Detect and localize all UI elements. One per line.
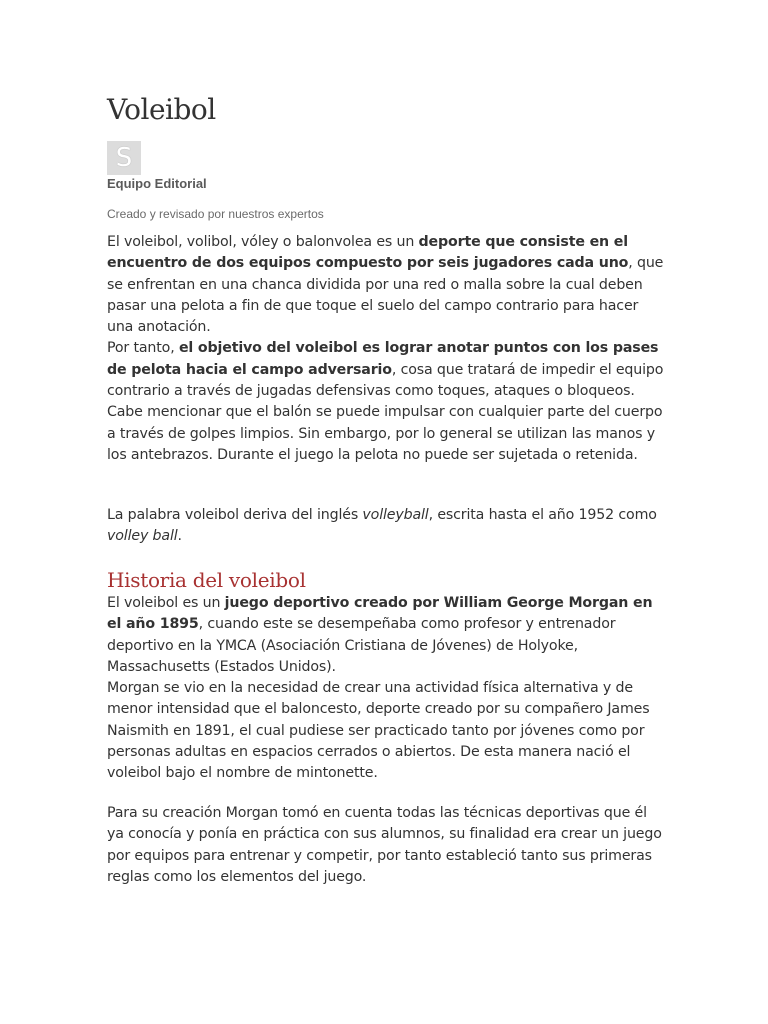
history-p1-text-end: , cuando este se desempeñaba como profesor y entrenador deportivo en la YMCA (Asociación Cristiana de Jóvenes) de Holyoke, Massachusetts (Estados Unidos). bbox=[107, 616, 616, 675]
intro-p1-text-end: , que se enfrentan en una chanca dividida por una red o malla sobre la cual deben pasar una pelota a fin de que toque el suelo del campo contrario para hacer una anotación. bbox=[107, 255, 664, 336]
etymology-term-2: volley ball bbox=[107, 528, 178, 545]
avatar-letter: S bbox=[115, 143, 133, 173]
intro-p2-highlight: el objetivo del voleibol es lograr anotar puntos con los pases de pelota hacia el campo adversario bbox=[107, 340, 659, 378]
history-paragraph-2: Morgan se vio en la necesidad de crear una actividad física alternativa y de menor intensidad que el baloncesto, deporte creado por su compañero James Naismith en 1891, el cual pudiese ser practicado tanto por jóvenes como por personas adultas en espacios cerrados o abiertos. De esta manera nació el voleibol bajo el nombre de mintonette. bbox=[107, 680, 650, 782]
history-p1-highlight: juego deportivo creado por William George Morgan en el año 1895 bbox=[107, 595, 653, 633]
etymology-text: La palabra voleibol deriva del inglés bbox=[107, 507, 363, 523]
intro-section bbox=[107, 232, 667, 466]
etymology-text-mid: , escrita hasta el año 1952 como bbox=[428, 507, 657, 523]
intro-p1-highlight: deporte que consiste en el encuentro de dos equipos compuesto por seis jugadores cada uno bbox=[107, 234, 629, 272]
history-paragraph-1 bbox=[107, 593, 667, 678]
intro-p2-text-end: , cosa que tratará de impedir el equipo contrario a través de jugadas defensivas como toques, ataques o bloqueos. Cabe mencionar que el balón se puede impulsar con cualquier parte del cuerpo a través de golpes limpios. Sin embargo, por lo general se utilizan las manos y los antebrazos. Durante el juego la pelota no puede ser sujetada o retenida. bbox=[107, 361, 664, 463]
intro-p2-text: Por tanto, bbox=[107, 340, 179, 357]
etymology-text-end: . bbox=[177, 528, 182, 545]
page-title: Voleibol bbox=[107, 93, 216, 126]
avatar bbox=[107, 141, 141, 175]
etymology-term-1: volleyball bbox=[362, 507, 429, 523]
history-paragraph-3: Para su creación Morgan tomó en cuenta todas las técnicas deportivas que él ya conocía y ponía en práctica con sus alumnos, su finalidad era crear un juego por equipos para entrenar y competir, por tanto estableció tanto sus primeras reglas como los elementos del juego. bbox=[107, 805, 662, 885]
history-p1-text: El voleibol es un bbox=[107, 595, 225, 611]
author-name: Equipo Editorial bbox=[107, 176, 207, 191]
history-section bbox=[107, 593, 667, 785]
intro-p1-text: El voleibol, volibol, vóley o balonvolea es un bbox=[107, 234, 419, 250]
intro-paragraph-1 bbox=[107, 232, 667, 338]
history-heading: Historia del voleibol bbox=[107, 568, 306, 592]
intro-paragraph-2 bbox=[107, 338, 667, 466]
review-note: Creado y revisado por nuestros expertos bbox=[107, 207, 324, 221]
etymology-paragraph bbox=[107, 505, 667, 548]
